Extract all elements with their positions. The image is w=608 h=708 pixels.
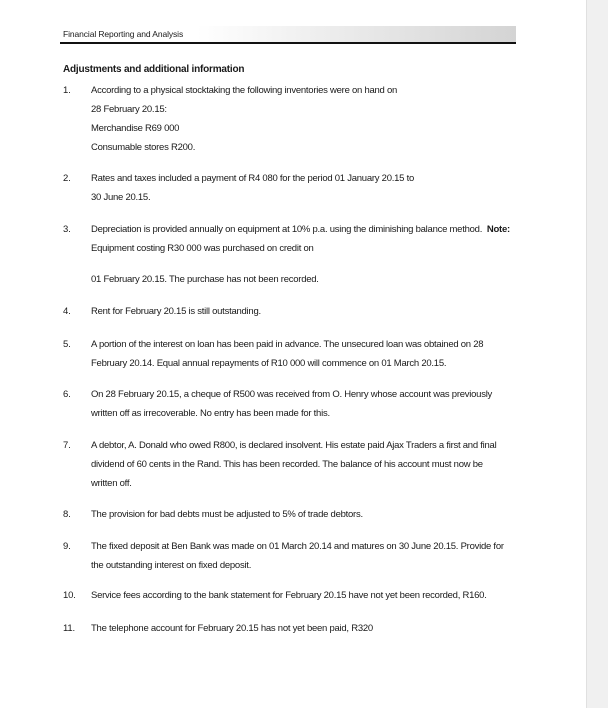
- item-text: 01 February 20.15. The purchase has not been recorded.: [91, 274, 319, 285]
- item-text: The fixed deposit at Ben Bank was made on 01 March 20.14 and matures on 30 June 20.15. Provide for: [91, 541, 504, 552]
- item-number: 3.: [63, 224, 71, 235]
- item-text: Rates and taxes included a payment of R4 080 for the period 01 January 20.15 to: [91, 173, 415, 184]
- item-number: 6.: [63, 389, 71, 400]
- item-number: 5.: [63, 339, 71, 350]
- item-text: [91, 224, 510, 235]
- header-title: Financial Reporting and Analysis: [63, 29, 184, 39]
- item-number: 2.: [63, 173, 71, 184]
- item-text: 30 June 20.15.: [91, 192, 151, 203]
- item-text: Merchandise R69 000: [91, 123, 180, 134]
- vertical-scrollbar[interactable]: [586, 0, 608, 708]
- item-text: On 28 February 20.15, a cheque of R500 was received from O. Henry whose account was previously: [91, 389, 493, 400]
- item-number: 10.: [63, 590, 76, 601]
- item-text: The telephone account for February 20.15 has not yet been paid, R320: [91, 623, 373, 634]
- item-number: 1.: [63, 85, 71, 96]
- note-label: Note:: [486, 224, 510, 235]
- item-text: written off.: [91, 478, 132, 489]
- item-text: February 20.14. Equal annual repayments of R10 000 will commence on 01 March 20.15.: [91, 358, 447, 369]
- item-number: 11.: [63, 623, 75, 634]
- item-text: the outstanding interest on fixed deposit.: [91, 560, 252, 571]
- page-header: [60, 26, 516, 44]
- item-number: 4.: [63, 306, 71, 317]
- item-text: dividend of 60 cents in the Rand. This has been recorded. The balance of his account must now be: [91, 459, 483, 470]
- item-number: 7.: [63, 440, 71, 451]
- item-text: Equipment costing R30 000 was purchased on credit on: [91, 243, 314, 254]
- item-text: 28 February 20.15:: [91, 104, 167, 115]
- item-number: 9.: [63, 541, 71, 552]
- section-title: Adjustments and additional information: [63, 64, 245, 75]
- item-text-segment: Depreciation is provided annually on equipment at 10% p.a. using the diminishing balance method.: [91, 224, 483, 235]
- item-text: Consumable stores R200.: [91, 142, 196, 153]
- item-text: Service fees according to the bank statement for February 20.15 have not yet been recorded, R160.: [91, 590, 487, 601]
- item-number: 8.: [63, 509, 71, 520]
- item-text: A debtor, A. Donald who owed R800, is declared insolvent. His estate paid Ajax Traders a first and final: [91, 440, 497, 451]
- item-text: Rent for February 20.15 is still outstanding.: [91, 306, 261, 317]
- item-text: The provision for bad debts must be adjusted to 5% of trade debtors.: [91, 509, 363, 520]
- item-text: written off as irrecoverable. No entry has been made for this.: [91, 408, 330, 419]
- item-text: According to a physical stocktaking the following inventories were on hand on: [91, 85, 398, 96]
- item-text: A portion of the interest on loan has been paid in advance. The unsecured loan was obtained on 28: [91, 339, 484, 350]
